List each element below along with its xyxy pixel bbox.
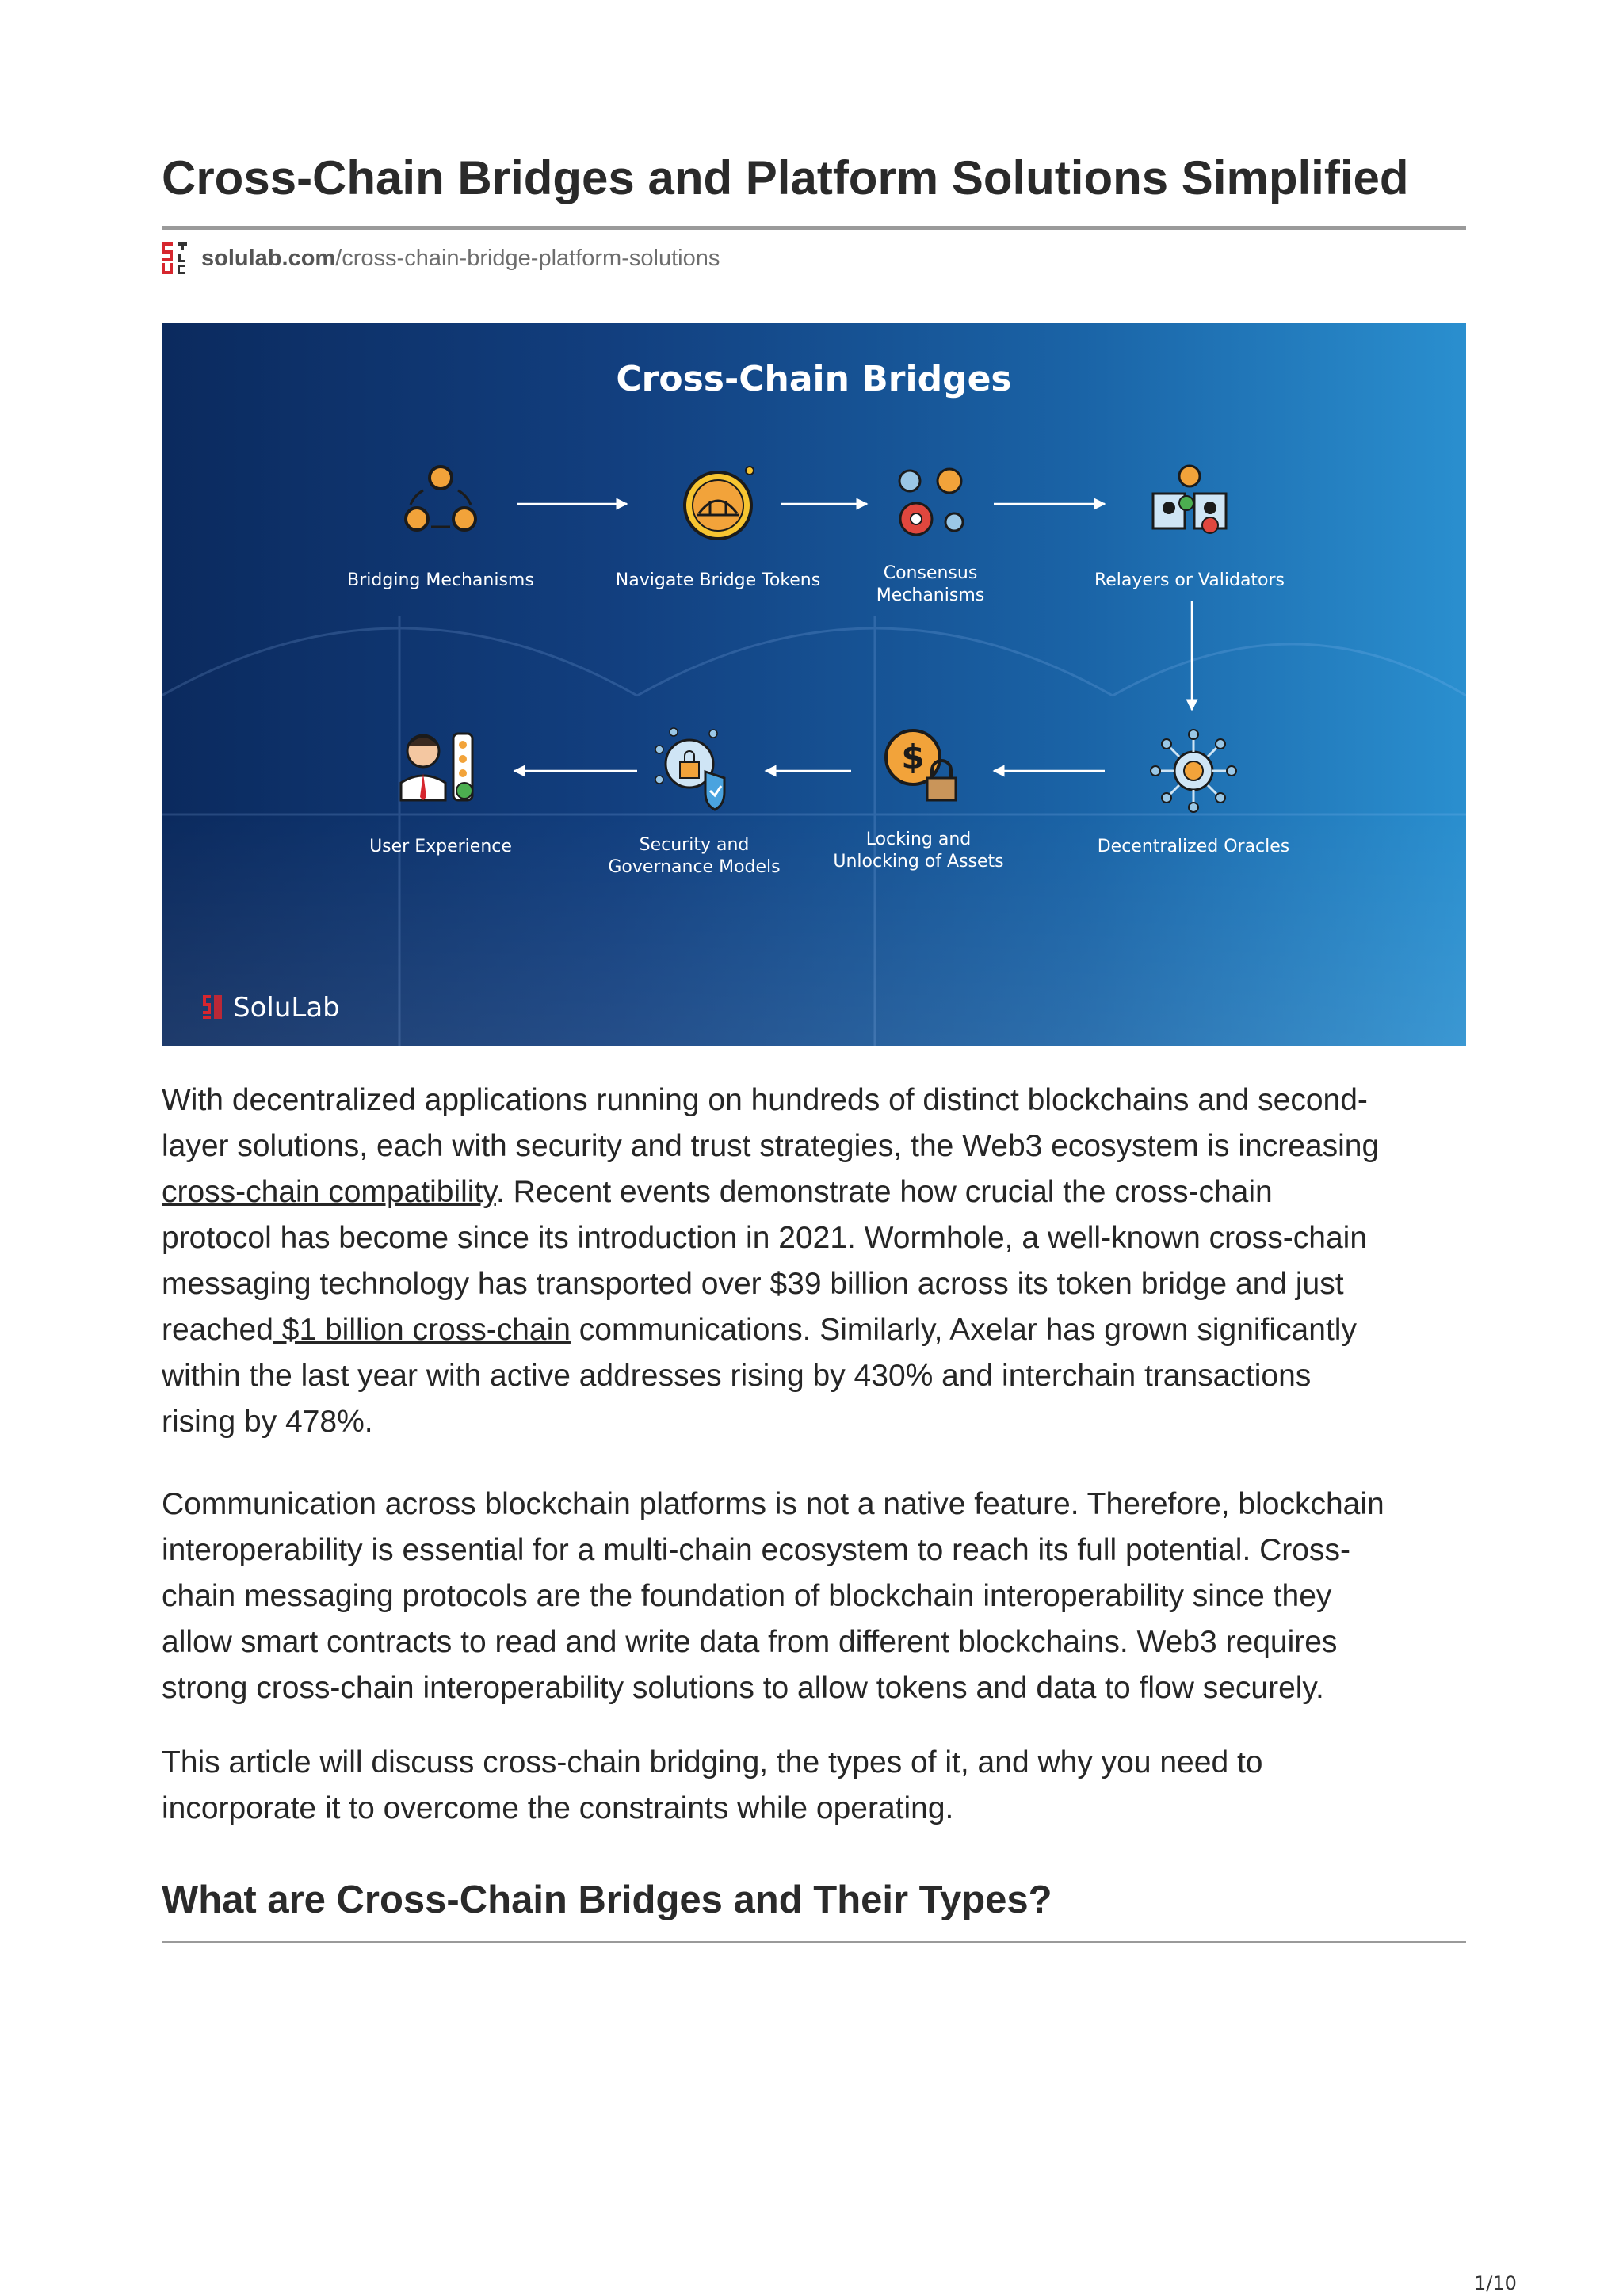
- step-label-locking-1: Locking and: [865, 830, 972, 849]
- link-1-billion-cross-chain[interactable]: $1 billion cross-chain: [273, 1313, 571, 1347]
- gears-cycle-icon: [406, 467, 475, 530]
- p3-line2: incorporate it to overcome the constraints while operating.: [162, 1791, 954, 1825]
- paragraph-intro: [162, 1077, 1466, 1445]
- step-label-locking-2: Unlocking of Assets: [833, 852, 1004, 871]
- title-divider: [162, 226, 1466, 230]
- consensus-gears-icon: [899, 469, 963, 535]
- step-label-security-1: Security and: [639, 835, 750, 855]
- p1-line6: communications. Similarly, Axelar has grown significantly: [570, 1313, 1357, 1347]
- article-title: Cross-Chain Bridges and Platform Solutions Simplified: [162, 151, 1409, 204]
- section-heading: What are Cross-Chain Bridges and Their Types?: [162, 1878, 1052, 1921]
- p1-line4: protocol has become since its introduction in 2021. Wormhole, a well-known cross-chain: [162, 1221, 1368, 1255]
- paragraph-article-scope: [162, 1740, 1466, 1832]
- p2-line4: allow smart contracts to read and write data from different blockchains. Web3 requires: [162, 1625, 1338, 1659]
- user-rating-icon: [401, 734, 472, 800]
- step-label-bridging: Bridging Mechanisms: [347, 570, 534, 590]
- source-path[interactable]: /cross-chain-bridge-platform-solutions: [335, 245, 720, 271]
- hero-title: Cross-Chain Bridges: [616, 359, 1012, 399]
- step-label-relayers: Relayers or Validators: [1094, 570, 1285, 590]
- validators-icon: [1153, 466, 1226, 533]
- solulab-logo-icon: [162, 242, 190, 274]
- step-label-navigate: Navigate Bridge Tokens: [615, 570, 821, 590]
- svg-text:$: $: [901, 738, 925, 776]
- p1-line6-start: reached: [162, 1313, 273, 1347]
- p3-line1: This article will discuss cross-chain bridging, the types of it, and why you need to: [162, 1745, 1263, 1779]
- step-label-consensus-2: Mechanisms: [876, 585, 985, 605]
- step-label-security-2: Governance Models: [608, 857, 781, 877]
- hero-svg: [162, 323, 1466, 1046]
- paragraph-communication: [162, 1482, 1466, 1711]
- shield-lock-icon: [655, 728, 724, 810]
- step-label-consensus-1: Consensus: [883, 563, 978, 583]
- p2-line1: Communication across blockchain platforms is not a native feature. Therefore, blockchain: [162, 1487, 1384, 1521]
- p1-line7: within the last year with active addresses rising by 430% and interchain transactions: [162, 1359, 1312, 1393]
- p1-line8: rising by 478%.: [162, 1405, 373, 1439]
- source-line: [162, 242, 720, 274]
- section-divider: [162, 1941, 1466, 1943]
- hero-infographic: [162, 323, 1466, 1046]
- p2-line2: interoperability is essential for a multi-chain ecosystem to reach its full potential. Cross-: [162, 1533, 1350, 1567]
- p1-line2: layer solutions, each with security and trust strategies, the Web3 ecosystem is increasing: [162, 1129, 1380, 1163]
- bridge-token-icon: [685, 467, 754, 539]
- p1-line1: With decentralized applications running on hundreds of distinct blockchains and second-: [162, 1083, 1368, 1117]
- p2-line5: strong cross-chain interoperability solutions to allow tokens and data to flow securely.: [162, 1671, 1324, 1705]
- step-label-user-experience: User Experience: [369, 837, 512, 856]
- p1-line5: messaging technology has transported over $39 billion across its token bridge and just: [162, 1267, 1344, 1301]
- page-number: 1/10: [1474, 2272, 1517, 2294]
- coin-lock-icon: [886, 730, 956, 800]
- step-label-oracles: Decentralized Oracles: [1097, 837, 1290, 856]
- hero-brand: SoluLab: [233, 992, 340, 1024]
- link-cross-chain-compatibility[interactable]: cross-chain compatibility: [162, 1175, 496, 1209]
- p2-line3: chain messaging protocols are the foundation of blockchain interoperability since they: [162, 1579, 1332, 1613]
- oracle-network-icon: [1151, 730, 1236, 812]
- source-domain[interactable]: solulab.com: [201, 245, 336, 271]
- p1-line3: . Recent events demonstrate how crucial the cross-chain: [495, 1175, 1273, 1209]
